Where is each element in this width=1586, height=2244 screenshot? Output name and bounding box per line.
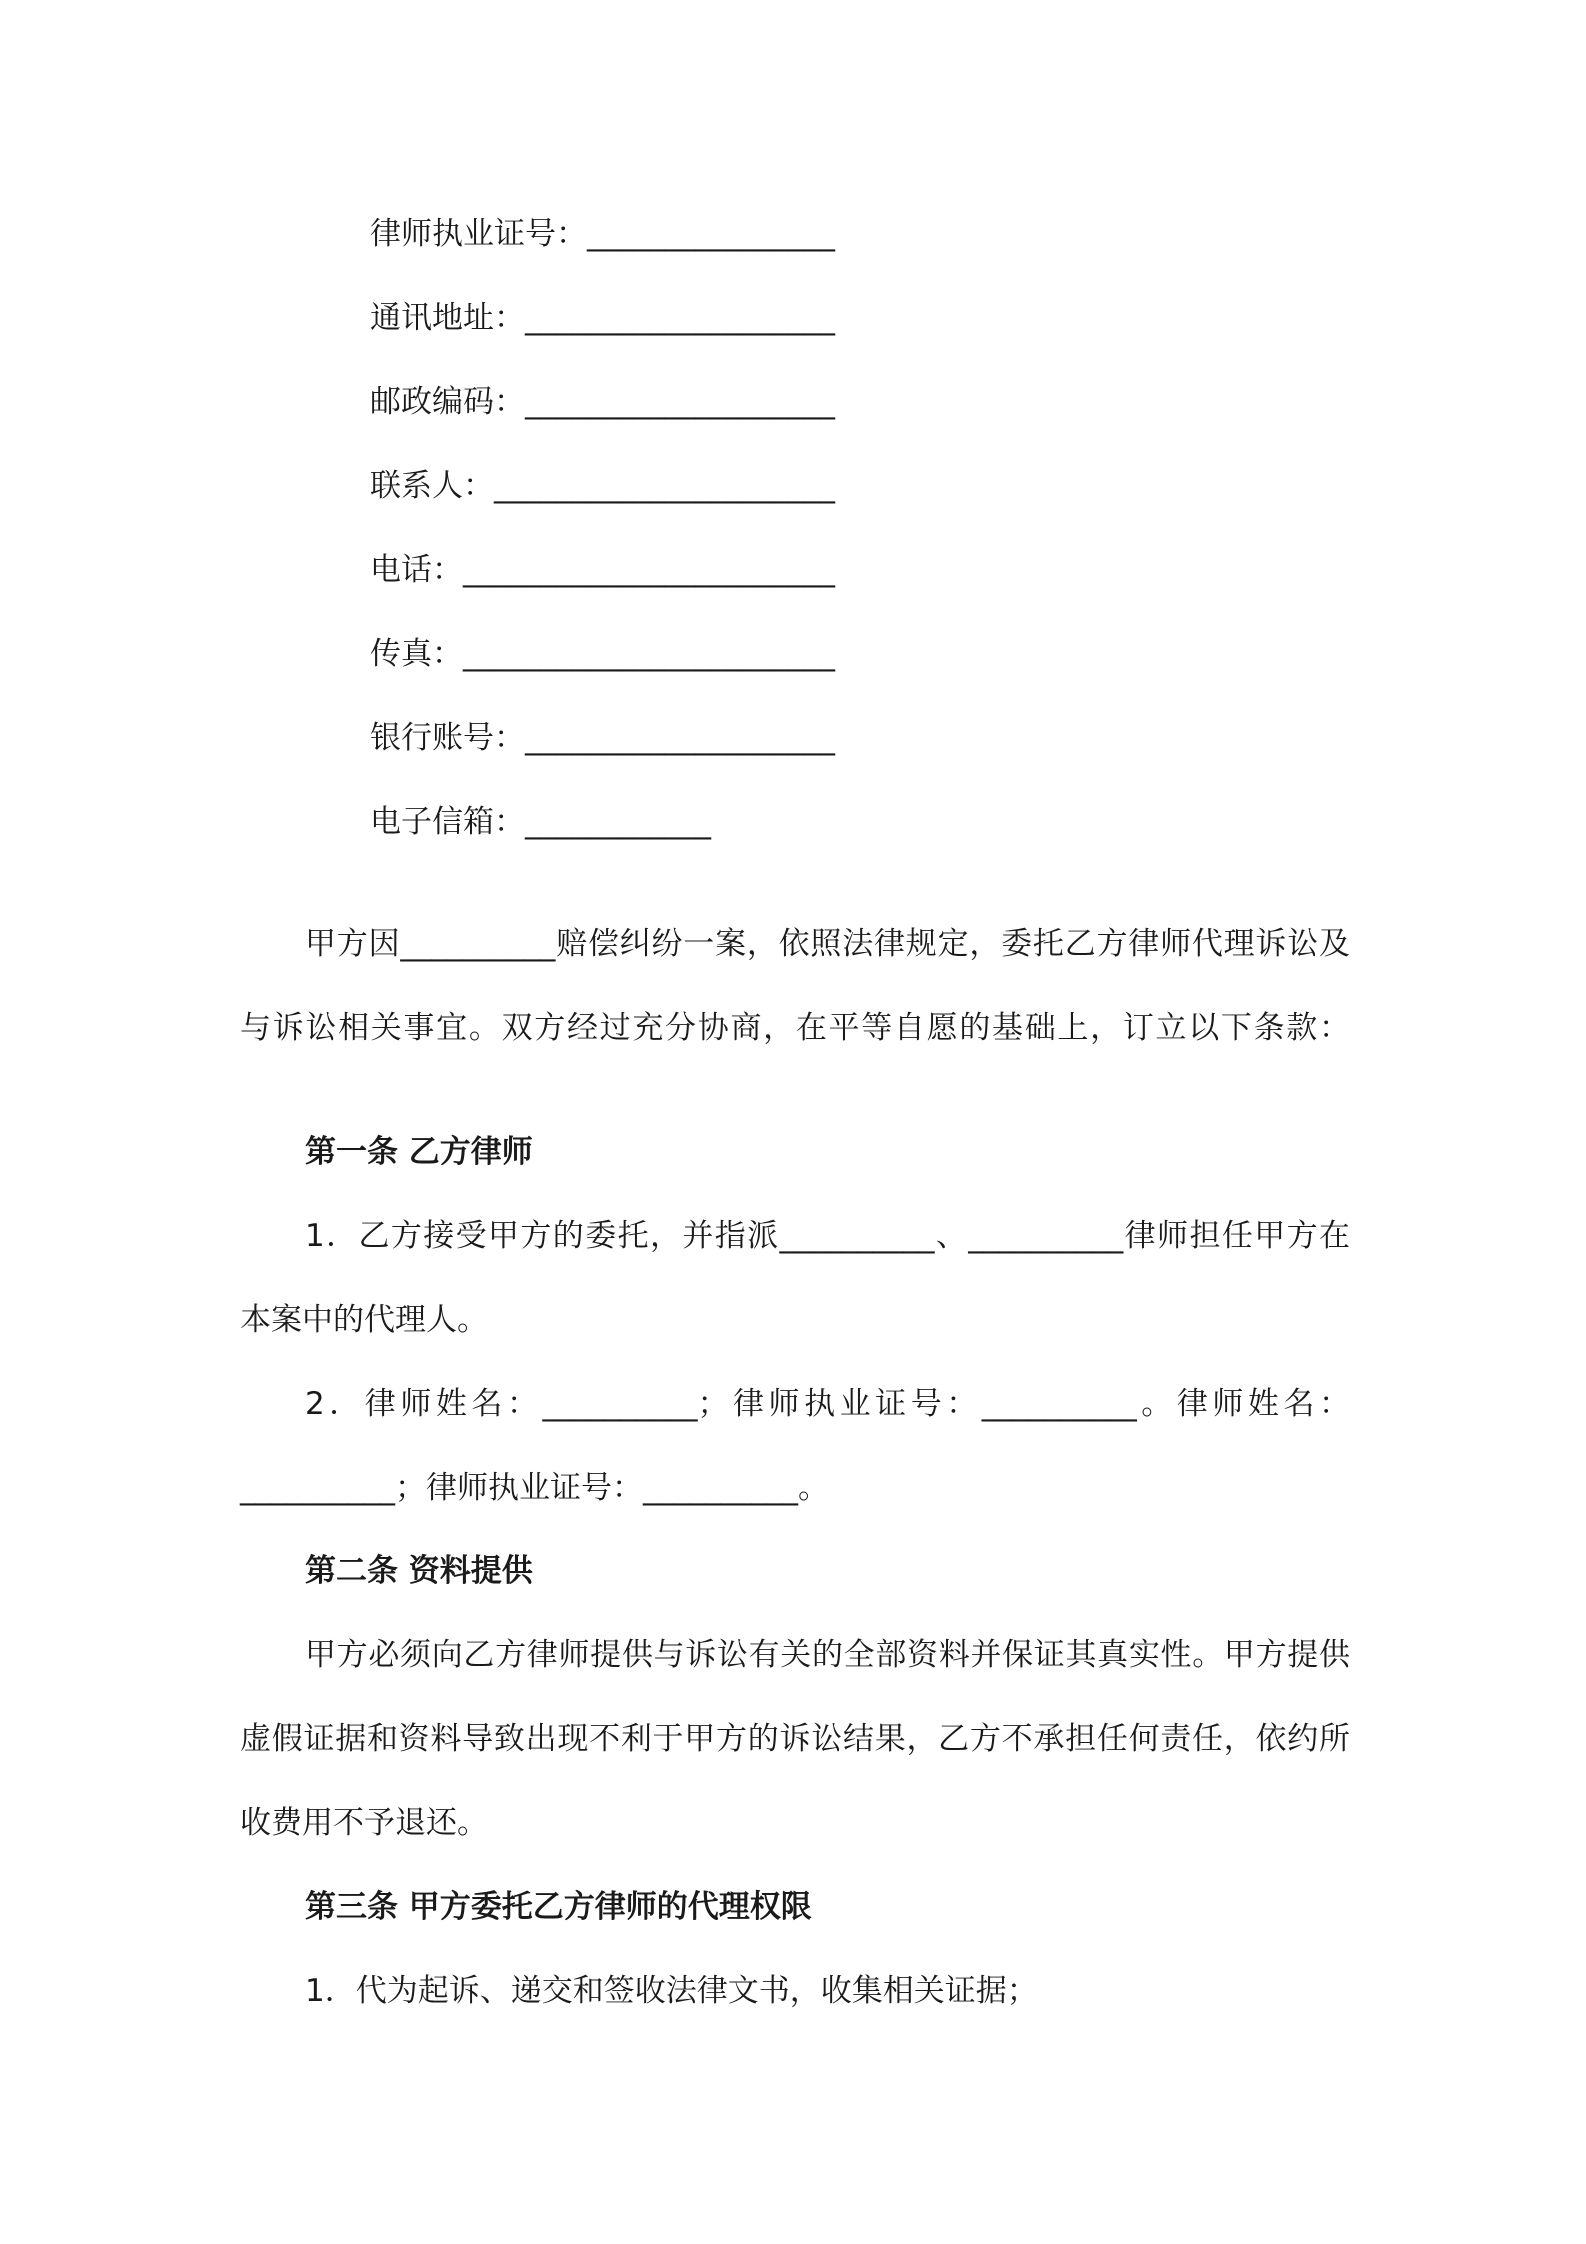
intro-line-1: 甲方因__________赔偿纠纷一案，依照法律规定，委托乙方律师代理诉讼及 bbox=[305, 926, 1350, 962]
field-contact-person bbox=[370, 466, 835, 506]
article-2-line-2: 虚假证据和资料导致出现不利于甲方的诉讼结果，乙方不承担任何责任，依约所 bbox=[240, 1721, 1350, 1757]
field-fax bbox=[370, 634, 835, 674]
article-2-line-3: 收费用不予退还。 bbox=[240, 1805, 488, 1841]
field-label: 邮政编码： bbox=[370, 384, 525, 420]
field-postal-code bbox=[370, 382, 835, 422]
field-address bbox=[370, 298, 835, 338]
field-blank: ____________________ bbox=[525, 300, 835, 336]
article-1-item-1-line-2: 本案中的代理人。 bbox=[240, 1302, 488, 1338]
field-label: 电话： bbox=[370, 552, 463, 588]
field-label: 通讯地址： bbox=[370, 300, 525, 336]
article-2-heading: 第二条 资料提供 bbox=[305, 1553, 533, 1589]
field-bank-account bbox=[370, 718, 835, 758]
article-1-item-2-line-1: 2．律师姓名：__________；律师执业证号：__________。律师姓名： bbox=[305, 1386, 1350, 1422]
field-license-number bbox=[370, 214, 835, 254]
article-2-line-1: 甲方必须向乙方律师提供与诉讼有关的全部资料并保证其真实性。甲方提供 bbox=[305, 1637, 1350, 1673]
field-label: 银行账号： bbox=[370, 720, 525, 756]
field-blank: ____________________ bbox=[525, 720, 835, 756]
field-email bbox=[370, 802, 711, 842]
article-1-heading: 第一条 乙方律师 bbox=[305, 1134, 533, 1170]
article-3-item-1: 1．代为起诉、递交和签收法律文书，收集相关证据； bbox=[305, 1973, 1038, 2009]
field-blank: ______________________ bbox=[494, 468, 835, 504]
field-blank: ________________________ bbox=[463, 552, 835, 588]
field-label: 传真： bbox=[370, 636, 463, 672]
field-label: 联系人： bbox=[370, 468, 494, 504]
field-phone bbox=[370, 550, 835, 590]
article-3-heading: 第三条 甲方委托乙方律师的代理权限 bbox=[305, 1889, 812, 1925]
article-1-item-1-line-1: 1．乙方接受甲方的委托，并指派__________、__________律师担任甲方在 bbox=[305, 1218, 1350, 1254]
field-blank: ____________________ bbox=[525, 384, 835, 420]
field-label: 律师执业证号： bbox=[370, 216, 587, 252]
article-1-item-2-line-2: __________；律师执业证号：__________。 bbox=[240, 1470, 829, 1506]
field-blank: ____________ bbox=[525, 804, 711, 840]
field-blank: ________________________ bbox=[463, 636, 835, 672]
field-label: 电子信箱： bbox=[370, 804, 525, 840]
field-blank: ________________ bbox=[587, 216, 835, 252]
intro-line-2: 与诉讼相关事宜。双方经过充分协商，在平等自愿的基础上，订立以下条款： bbox=[240, 1010, 1350, 1046]
